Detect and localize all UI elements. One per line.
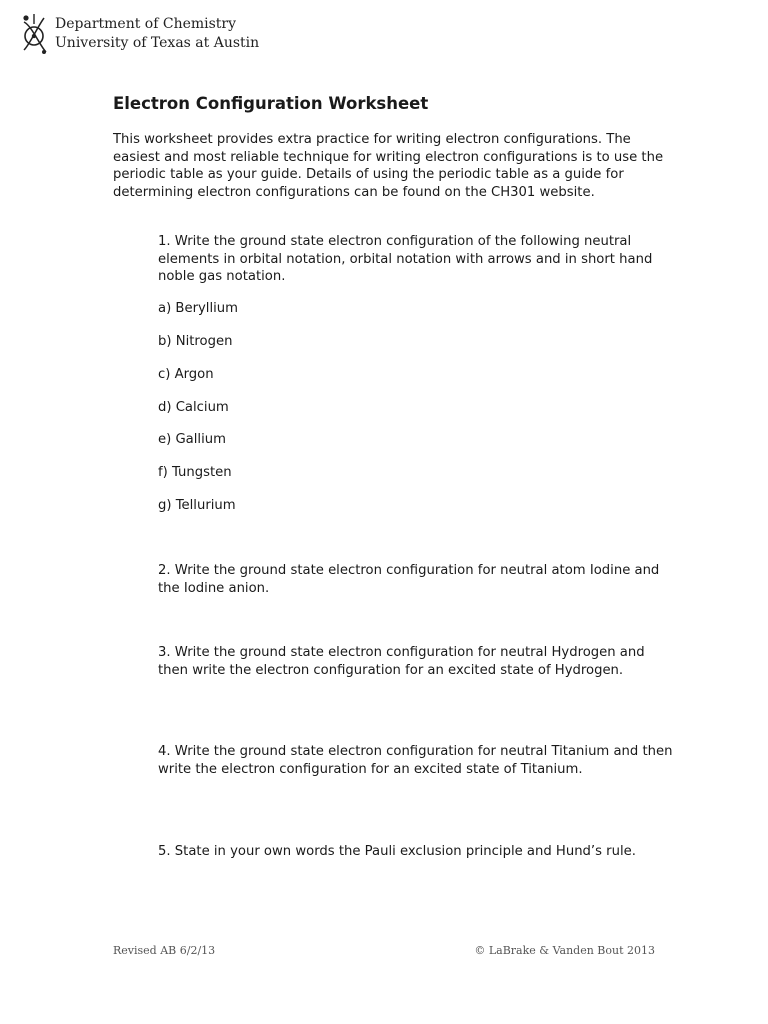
department-name: Department of Chemistry xyxy=(55,16,237,32)
question-1-part-e: e) Gallium xyxy=(158,432,226,447)
question-1-part-b: b) Nitrogen xyxy=(158,334,233,349)
question-1-part-f: f) Tungsten xyxy=(158,465,232,480)
question-1-part-a: a) Beryllium xyxy=(158,301,239,316)
question-1-part-g: g) Tellurium xyxy=(158,498,236,513)
intro-paragraph: This worksheet provides extra practice for writing electron configurations. The easiest and most reliable technique for writing electron configurations is to use the periodic table as your guide. Details of using the periodic table as a guide for determining electron configurations can be found on the CH301 website. xyxy=(113,132,664,200)
question-5: 5. State in your own words the Pauli exclusion principle and Hund’s rule. xyxy=(158,844,636,859)
question-1: 1. Write the ground state electron configuration of the following neutral elements in orbital notation, orbital notation with arrows and in short hand noble gas notation. xyxy=(158,234,653,284)
page-header xyxy=(20,12,259,56)
footer-copyright: © LaBrake & Vanden Bout 2013 xyxy=(474,944,655,957)
question-3: 3. Write the ground state electron configuration for neutral Hydrogen and then write the electron configuration for an excited state of Hydrogen. xyxy=(158,645,645,678)
worksheet-title: Electron Configuration Worksheet xyxy=(113,94,429,113)
atom-logo-icon xyxy=(20,12,50,56)
header-text xyxy=(55,12,259,53)
question-2: 2. Write the ground state electron configuration for neutral atom Iodine and the Iodine anion. xyxy=(158,563,660,596)
university-name: University of Texas at Austin xyxy=(55,35,260,51)
question-1-part-d: d) Calcium xyxy=(158,400,229,415)
footer-revised: Revised AB 6/2/13 xyxy=(113,944,216,957)
question-1-part-c: c) Argon xyxy=(158,367,214,382)
question-4: 4. Write the ground state electron configuration for neutral Titanium and then write the electron configuration for an excited state of Titanium. xyxy=(158,744,673,777)
